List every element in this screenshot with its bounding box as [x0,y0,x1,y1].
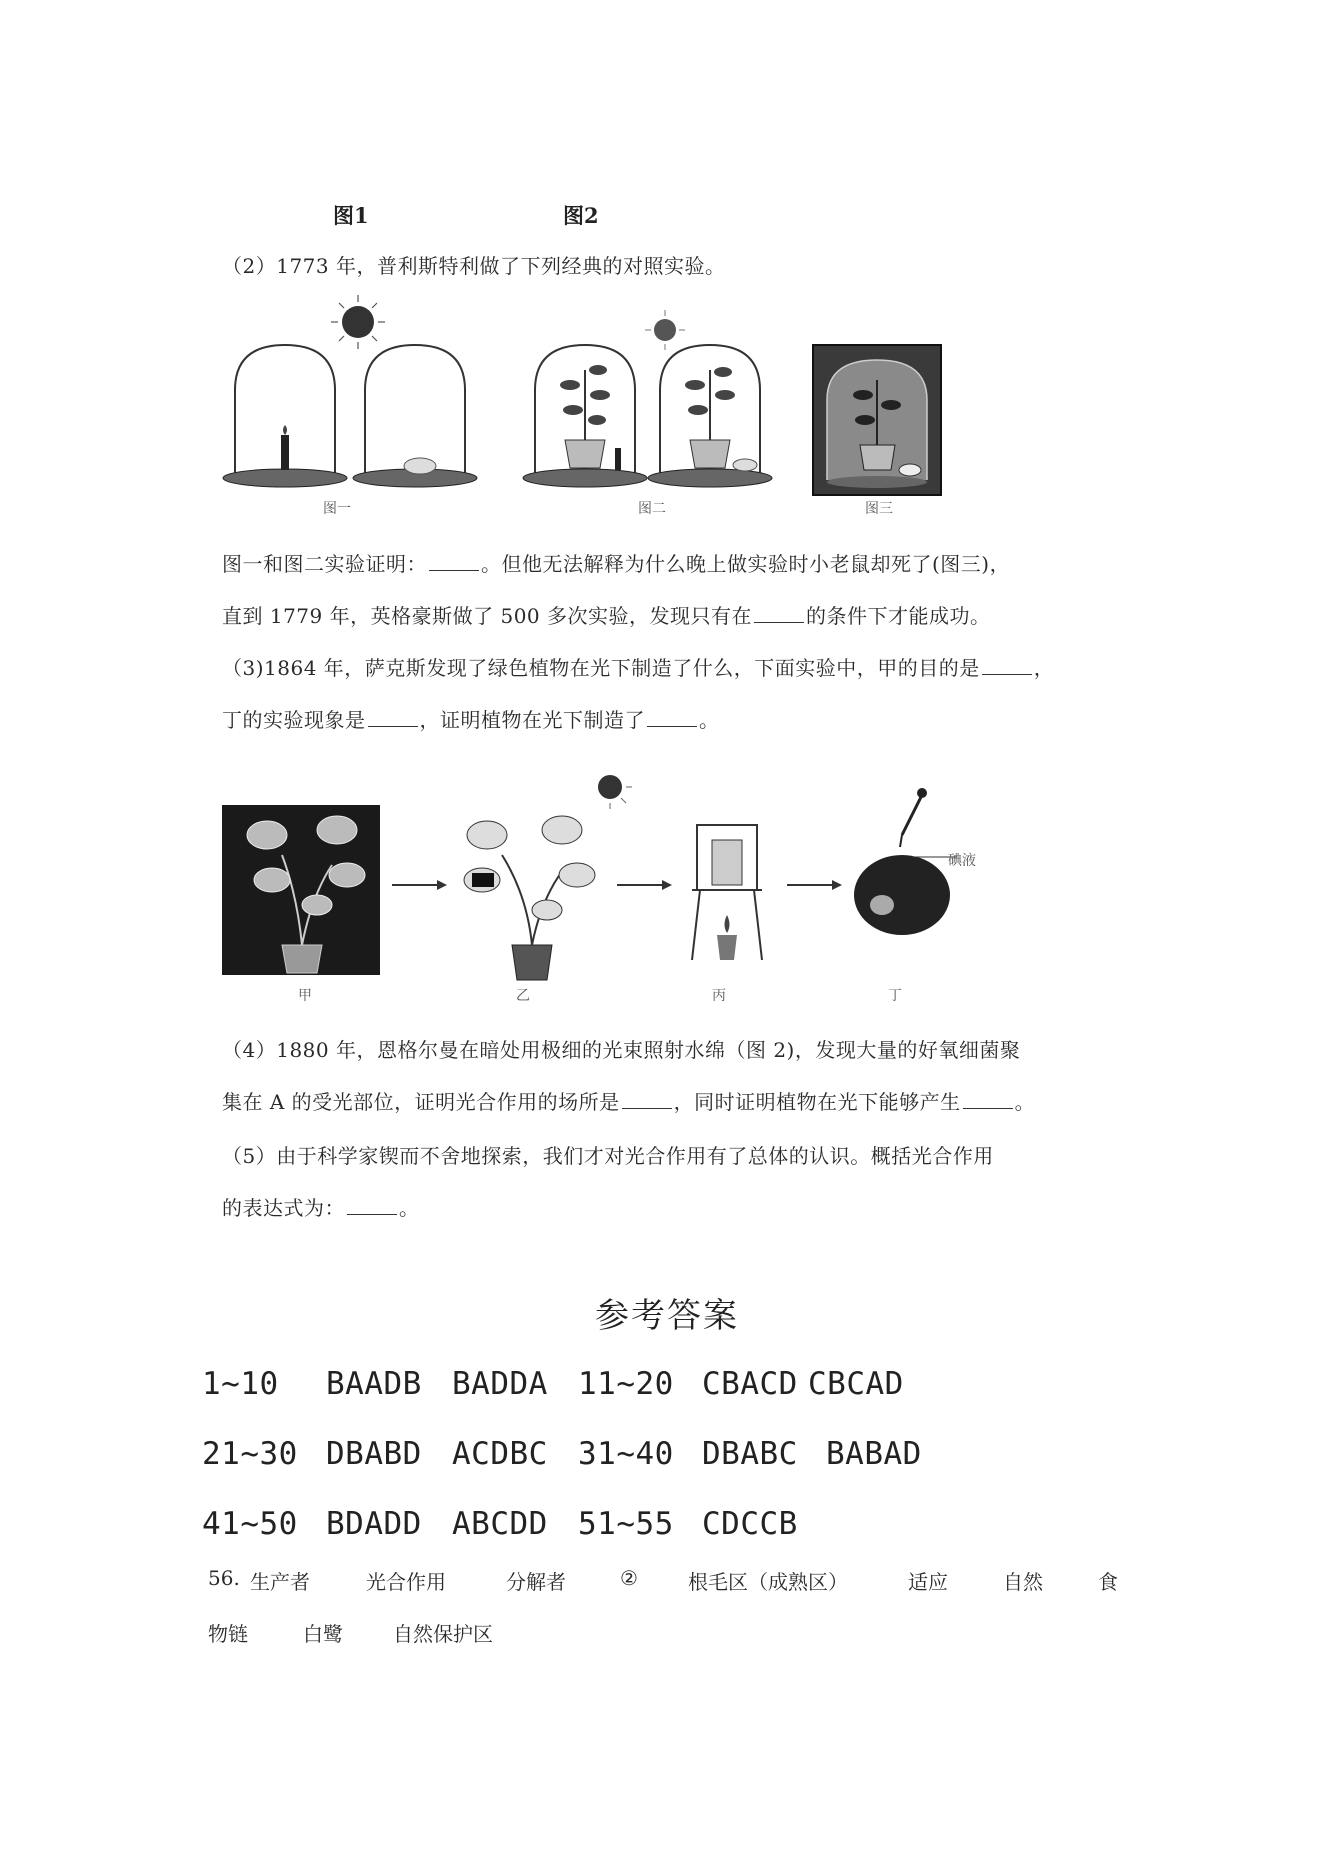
answer-group: DBABC [702,1436,798,1472]
q56-answer: 物链 [208,1622,248,1646]
q4-line-2 [222,1086,1035,1115]
answer-range: 51~55 [578,1506,674,1542]
answer-group: CDCCB [702,1506,798,1542]
answer-range: 21~30 [202,1436,298,1472]
answer-row [202,1366,1102,1406]
answer-blank [429,569,479,571]
q4-line-2-text-b: ，同时证明植物在光下能够产生 [673,1090,961,1114]
answer-blank [963,1107,1013,1109]
step-ding-label: 丁 [888,988,902,1004]
figure-b-caption: 图二 [638,501,666,517]
q4-line-1: （4）1880 年，恩格尔曼在暗处用极细的光束照射水绵（图 2)，发现大量的好氧细菌聚 [222,1038,1021,1062]
bell-jar-plant-candle [523,345,647,487]
q56-answer: 白鹭 [303,1622,343,1646]
q5-line-2-text-a: 的表达式为： [222,1196,345,1220]
q3-line-2-text-b: ，证明植物在光下制造了 [419,708,645,732]
figure-1-label: 图1 [333,203,369,228]
answer-blank [754,621,804,623]
answer-group: BADDA [452,1366,548,1402]
answer-group: DBABD [326,1436,422,1472]
partially-covered-plant [464,816,595,980]
sun-icon [331,295,385,349]
answer-key-title: 参考答案 [595,1296,739,1336]
answer-group: CBCAD [808,1366,904,1402]
answer-blank [368,725,418,727]
answer-group: BABAD [826,1436,922,1472]
sun-icon [645,310,685,350]
q2-line-1-text-b: 。但他无法解释为什么晚上做实验时小老鼠却死了(图三)， [481,552,1011,576]
q2-line-1 [222,548,1010,577]
answer-blank [622,1107,672,1109]
answer-blank [647,725,697,727]
q3-line-1-text-b: ， [1033,656,1055,680]
q2-line-1-text-a: 图一和图二实验证明： [222,552,427,576]
q3-line-1-text-a: （3)1864 年，萨克斯发现了绿色植物在光下制造了什么，下面实验中，甲的目的是 [222,656,980,680]
figure-a-caption: 图一 [323,501,351,517]
q56-answer: 光合作用 [366,1570,446,1594]
q5-line-2-text-b: 。 [399,1196,420,1220]
arrow-icon [617,880,672,890]
answer-blank [982,673,1032,675]
step-jia-label: 甲 [298,988,312,1004]
bell-jar-dark [813,345,941,495]
figure-2-label: 图2 [563,203,599,228]
dark-treated-plant [222,805,380,975]
answer-row [202,1506,1102,1546]
arrow-icon [392,880,447,890]
q2-line-2-text-b: 的条件下才能成功。 [806,604,991,628]
answer-group: CBACD [702,1366,798,1402]
q56-answer: 适应 [908,1570,948,1594]
answer-blank [347,1213,397,1215]
iodine-label: 碘液 [948,853,976,869]
bell-jar-plant-mouse [648,345,772,487]
bell-jar-mouse [353,345,477,487]
answer-group: ABCDD [452,1506,548,1542]
q56-answer: 分解者 [506,1570,566,1594]
figure-c-caption: 图三 [865,501,893,517]
q4-line-2-text-c: 。 [1014,1090,1036,1114]
answer-range: 41~50 [202,1506,298,1542]
starch-experiment-illustration [222,775,1012,995]
q3-line-2-text-c: 。 [699,708,720,732]
answer-range: 31~40 [578,1436,674,1472]
answer-group: BDADD [326,1506,422,1542]
answer-range: 1~10 [202,1366,279,1402]
q4-line-2-text-a: 集在 A 的受光部位，证明光合作用的场所是 [222,1090,620,1114]
step-bing-label: 丙 [712,988,726,1004]
water-bath-apparatus [692,825,762,960]
q2-line-2 [222,600,991,629]
q56-answer: 根毛区（成熟区） [688,1570,848,1594]
q2-intro: （2）1773 年，普利斯特利做了下列经典的对照实验。 [222,254,726,278]
q56-label: 56. [208,1566,240,1590]
iodine-stained-leaf [854,788,957,935]
q56-answer: 生产者 [250,1570,310,1594]
q2-line-2-text-a: 直到 1779 年，英格豪斯做了 500 多次实验，发现只有在 [222,604,753,628]
q5-line-2 [222,1192,420,1221]
answer-group: ACDBC [452,1436,548,1472]
sun-icon [598,775,632,809]
q56-answer-line-2 [208,1618,808,1648]
bell-jar-candle [223,345,347,487]
q56-answer: 自然 [1003,1570,1043,1594]
q56-answer-line-1 [208,1566,1148,1596]
answer-group: BAADB [326,1366,422,1402]
q3-line-1 [222,652,1054,681]
q56-answer: ② [620,1566,638,1590]
q5-line-1: （5）由于科学家锲而不舍地探索，我们才对光合作用有了总体的认识。概括光合作用 [222,1144,994,1168]
step-yi-label: 乙 [516,988,530,1004]
answer-row [202,1436,1102,1476]
q3-line-2 [222,704,720,733]
q3-line-2-text-a: 丁的实验现象是 [222,708,366,732]
bell-jar-experiment-illustration [215,290,975,530]
q56-answer: 食 [1098,1570,1118,1594]
q56-answer: 自然保护区 [393,1622,493,1646]
answer-range: 11~20 [578,1366,674,1402]
arrow-icon [787,880,842,890]
